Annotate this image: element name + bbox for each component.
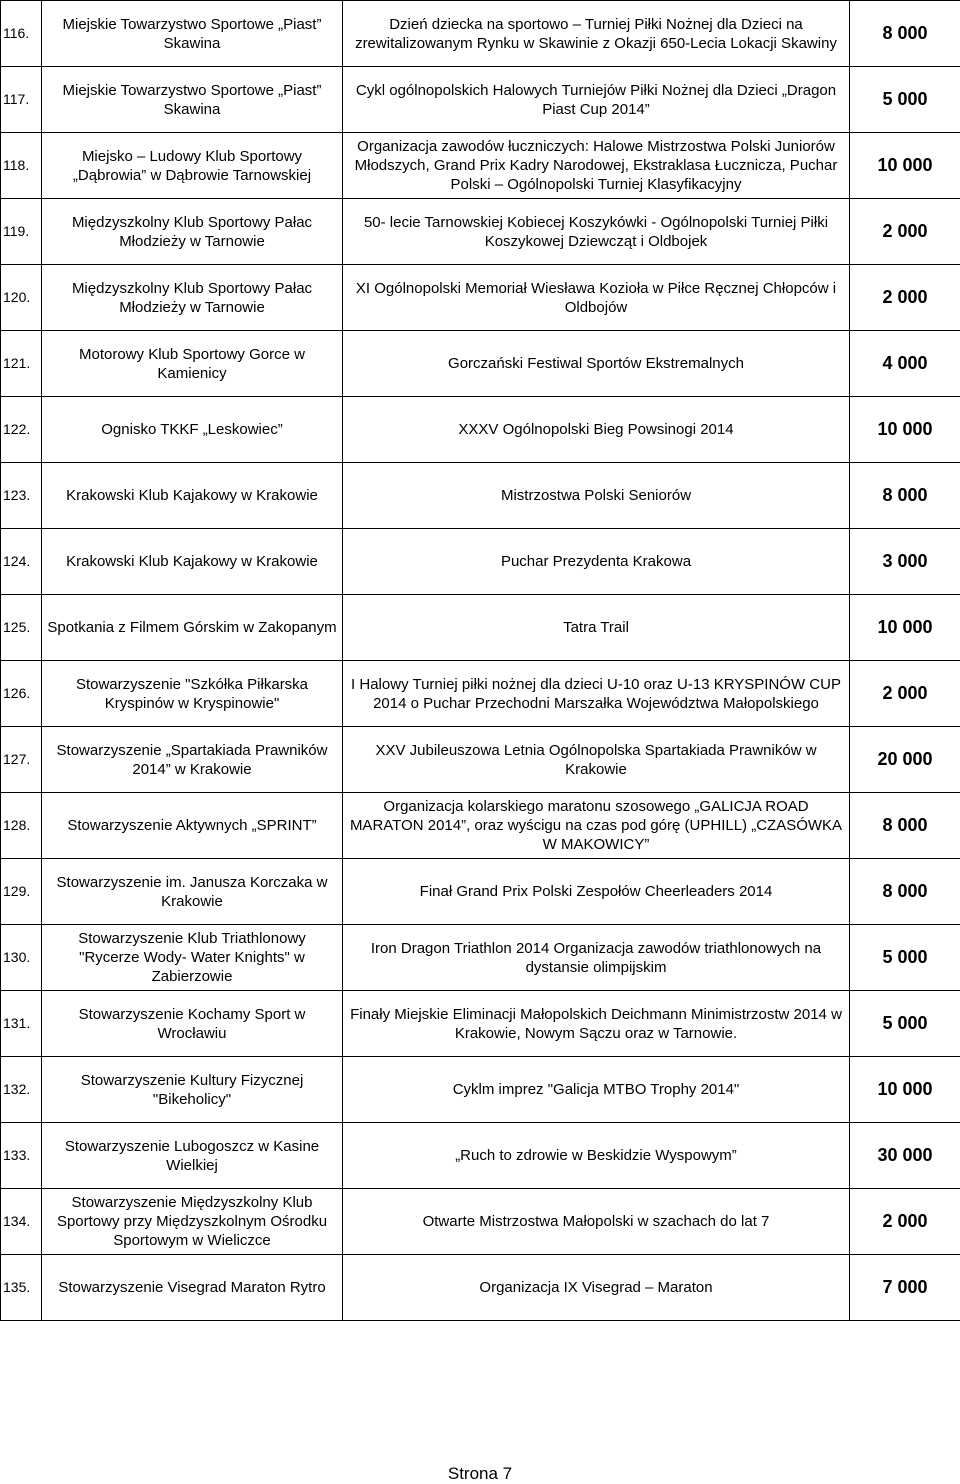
organization-name: Miejskie Towarzystwo Sportowe „Piast” Skawina	[42, 1, 343, 67]
organization-name: Międzyszkolny Klub Sportowy Pałac Młodzieży w Tarnowie	[42, 265, 343, 331]
grant-amount: 4 000	[850, 331, 960, 397]
grant-amount: 10 000	[850, 595, 960, 661]
row-number: 120.	[1, 265, 42, 331]
organization-name: Stowarzyszenie Klub Triathlonowy "Rycerze Wody- Water Knights" w Zabierzowie	[42, 925, 343, 991]
organization-name: Stowarzyszenie Aktywnych „SPRINT”	[42, 793, 343, 859]
grant-amount: 8 000	[850, 1, 960, 67]
event-name: „Ruch to zdrowie w Beskidzie Wyspowym”	[343, 1123, 850, 1189]
event-name: Dzień dziecka na sportowo – Turniej Piłki Nożnej dla Dzieci na zrewitalizowanym Rynku w Skawinie z Okazji 650-Lecia Lokacji Skawiny	[343, 1, 850, 67]
event-name: Puchar Prezydenta Krakowa	[343, 529, 850, 595]
row-number: 134.	[1, 1189, 42, 1255]
organization-name: Motorowy Klub Sportowy Gorce w Kamienicy	[42, 331, 343, 397]
table-body	[1, 1, 960, 1321]
organization-name: Krakowski Klub Kajakowy w Krakowie	[42, 529, 343, 595]
row-number: 129.	[1, 859, 42, 925]
event-name: Organizacja zawodów łuczniczych: Halowe Mistrzostwa Polski Juniorów Młodszych, Grand Prix Kadry Narodowej, Ekstraklasa Łucznicza, Puchar Polski – Ogólnopolski Turniej Klasyfikacyjny	[343, 133, 850, 199]
row-number: 135.	[1, 1255, 42, 1321]
organization-name: Stowarzyszenie Lubogoszcz w Kasine Wielkiej	[42, 1123, 343, 1189]
table-row	[1, 859, 960, 925]
table-row	[1, 1057, 960, 1123]
event-name: Mistrzostwa Polski Seniorów	[343, 463, 850, 529]
grant-amount: 2 000	[850, 661, 960, 727]
event-name: Finał Grand Prix Polski Zespołów Cheerleaders 2014	[343, 859, 850, 925]
page-number: Strona 7	[447, 1464, 513, 1483]
grant-amount: 5 000	[850, 925, 960, 991]
grant-amount: 30 000	[850, 1123, 960, 1189]
grant-amount: 2 000	[850, 199, 960, 265]
row-number: 126.	[1, 661, 42, 727]
grant-amount: 10 000	[850, 397, 960, 463]
event-name: XXXV Ogólnopolski Bieg Powsinogi 2014	[343, 397, 850, 463]
event-name: Tatra Trail	[343, 595, 850, 661]
row-number: 122.	[1, 397, 42, 463]
table-row	[1, 1255, 960, 1321]
row-number: 128.	[1, 793, 42, 859]
organization-name: Stowarzyszenie im. Janusza Korczaka w Krakowie	[42, 859, 343, 925]
row-number: 117.	[1, 67, 42, 133]
table-row	[1, 793, 960, 859]
organization-name: Miejsko – Ludowy Klub Sportowy „Dąbrowia” w Dąbrowie Tarnowskiej	[42, 133, 343, 199]
table-row	[1, 529, 960, 595]
table-row	[1, 1123, 960, 1189]
grant-amount: 10 000	[850, 1057, 960, 1123]
event-name: 50- lecie Tarnowskiej Kobiecej Koszykówki - Ogólnopolski Turniej Piłki Koszykowej Dziewcząt i Oldbojek	[343, 199, 850, 265]
event-name: Finały Miejskie Eliminacji Małopolskich Deichmann Minimistrzostw 2014 w Krakowie, Nowym Sączu oraz w Tarnowie.	[343, 991, 850, 1057]
organization-name: Stowarzyszenie „Spartakiada Prawników 2014” w Krakowie	[42, 727, 343, 793]
row-number: 124.	[1, 529, 42, 595]
table-row	[1, 133, 960, 199]
organization-name: Stowarzyszenie "Szkółka Piłkarska Kryspinów w Kryspinowie"	[42, 661, 343, 727]
grant-amount: 2 000	[850, 1189, 960, 1255]
grant-amount: 20 000	[850, 727, 960, 793]
event-name: Iron Dragon Triathlon 2014 Organizacja zawodów triathlonowych na dystansie olimpijskim	[343, 925, 850, 991]
table-row	[1, 463, 960, 529]
row-number: 118.	[1, 133, 42, 199]
table-row	[1, 661, 960, 727]
table-row	[1, 265, 960, 331]
grant-amount: 8 000	[850, 859, 960, 925]
organization-name: Międzyszkolny Klub Sportowy Pałac Młodzieży w Tarnowie	[42, 199, 343, 265]
grant-amount: 5 000	[850, 991, 960, 1057]
organization-name: Stowarzyszenie Międzyszkolny Klub Sportowy przy Międzyszkolnym Ośrodku Sportowym w Wieliczce	[42, 1189, 343, 1255]
grant-amount: 3 000	[850, 529, 960, 595]
organization-name: Stowarzyszenie Kultury Fizycznej "Bikeholicy"	[42, 1057, 343, 1123]
table-row	[1, 199, 960, 265]
row-number: 125.	[1, 595, 42, 661]
row-number: 116.	[1, 1, 42, 67]
grant-amount: 2 000	[850, 265, 960, 331]
row-number: 127.	[1, 727, 42, 793]
organization-name: Stowarzyszenie Visegrad Maraton Rytro	[42, 1255, 343, 1321]
row-number: 123.	[1, 463, 42, 529]
row-number: 132.	[1, 1057, 42, 1123]
table-row	[1, 595, 960, 661]
event-name: Gorczański Festiwal Sportów Ekstremalnych	[343, 331, 850, 397]
grant-amount: 8 000	[850, 463, 960, 529]
event-name: Cyklm imprez "Galicja MTBO Trophy 2014"	[343, 1057, 850, 1123]
table-row	[1, 1, 960, 67]
row-number: 119.	[1, 199, 42, 265]
event-name: Organizacja IX Visegrad – Maraton	[343, 1255, 850, 1321]
event-name: Organizacja kolarskiego maratonu szosowego „GALICJA ROAD MARATON 2014”, oraz wyścigu na czas pod górę (UPHILL) „CZASÓWKA W MAKOWICY”	[343, 793, 850, 859]
organization-name: Miejskie Towarzystwo Sportowe „Piast” Skawina	[42, 67, 343, 133]
event-name: XI Ogólnopolski Memoriał Wiesława Kozioła w Piłce Ręcznej Chłopców i Oldbojów	[343, 265, 850, 331]
table-row	[1, 67, 960, 133]
organization-name: Ognisko TKKF „Leskowiec”	[42, 397, 343, 463]
event-name: I Halowy Turniej piłki nożnej dla dzieci U-10 oraz U-13 KRYSPINÓW CUP 2014 o Puchar Przechodni Marszałka Województwa Małopolskiego	[343, 661, 850, 727]
organization-name: Stowarzyszenie Kochamy Sport w Wrocławiu	[42, 991, 343, 1057]
grant-amount: 10 000	[850, 133, 960, 199]
row-number: 131.	[1, 991, 42, 1057]
row-number: 121.	[1, 331, 42, 397]
event-name: Otwarte Mistrzostwa Małopolski w szachach do lat 7	[343, 1189, 850, 1255]
table-row	[1, 727, 960, 793]
row-number: 133.	[1, 1123, 42, 1189]
table-row	[1, 925, 960, 991]
organization-name: Krakowski Klub Kajakowy w Krakowie	[42, 463, 343, 529]
table-row	[1, 991, 960, 1057]
table-row	[1, 331, 960, 397]
grant-amount: 5 000	[850, 67, 960, 133]
organization-name: Spotkania z Filmem Górskim w Zakopanym	[42, 595, 343, 661]
row-number: 130.	[1, 925, 42, 991]
table-row	[1, 1189, 960, 1255]
table-row	[1, 397, 960, 463]
grant-amount: 8 000	[850, 793, 960, 859]
event-name: Cykl ogólnopolskich Halowych Turniejów Piłki Nożnej dla Dzieci „Dragon Piast Cup 2014”	[343, 67, 850, 133]
event-name: XXV Jubileuszowa Letnia Ogólnopolska Spartakiada Prawników w Krakowie	[343, 727, 850, 793]
grant-amount: 7 000	[850, 1255, 960, 1321]
